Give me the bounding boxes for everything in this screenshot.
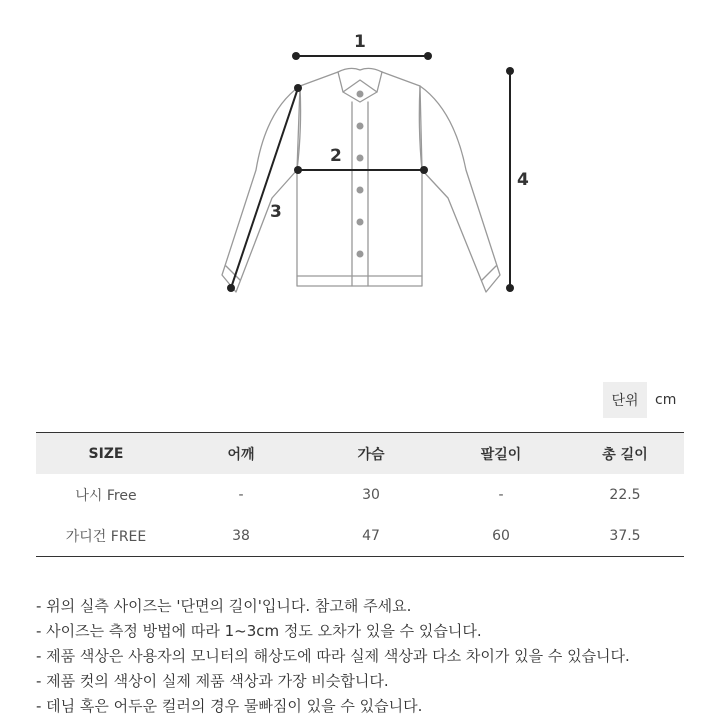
note-item: - 사이즈는 측정 방법에 따라 1~3cm 정도 오차가 있을 수 있습니다. [36,622,482,640]
cell-size: 나시 Free [75,487,137,504]
cell-sleeve: - [498,486,504,503]
size-table [36,432,684,557]
header-length: 총 길이 [602,446,648,463]
measure-label-2: 2 [330,146,342,166]
sleeve-line [231,88,298,288]
cell-shoulder: 38 [232,527,250,544]
cell-length: 22.5 [609,486,641,503]
measure-label-1: 1 [354,32,366,52]
header-chest: 가슴 [357,446,385,463]
header-sleeve: 팔길이 [480,446,522,463]
cell-length: 37.5 [609,527,641,544]
note-item: - 제품 색상은 사용자의 모니터의 해상도에 따라 실제 색상과 다소 차이가 있을 수 있습니다. [36,647,630,665]
unit-label: 단위 [603,382,647,418]
cell-shoulder: - [238,486,244,503]
note-item: - 제품 컷의 색상이 실제 제품 색상과 가장 비슷합니다. [36,672,389,690]
measure-label-3: 3 [270,202,282,222]
cell-size: 가디건 FREE [65,528,147,545]
cell-sleeve: 60 [492,527,510,544]
table-row [36,474,684,515]
table-row [36,515,684,557]
measurement-diagram [0,0,720,320]
note-item: - 데님 혹은 어두운 컬러의 경우 물빠짐이 있을 수 있습니다. [36,697,423,715]
note-item: - 위의 실측 사이즈는 '단면의 길이'입니다. 참고해 주세요. [36,597,412,615]
cell-chest: 30 [362,486,380,503]
header-size: SIZE [88,445,124,462]
measure-label-4: 4 [517,170,529,190]
table-header-row [36,433,684,475]
notes-list [36,594,630,719]
cell-chest: 47 [362,527,380,544]
header-shoulder: 어깨 [227,446,255,463]
unit-value: cm [655,392,677,408]
